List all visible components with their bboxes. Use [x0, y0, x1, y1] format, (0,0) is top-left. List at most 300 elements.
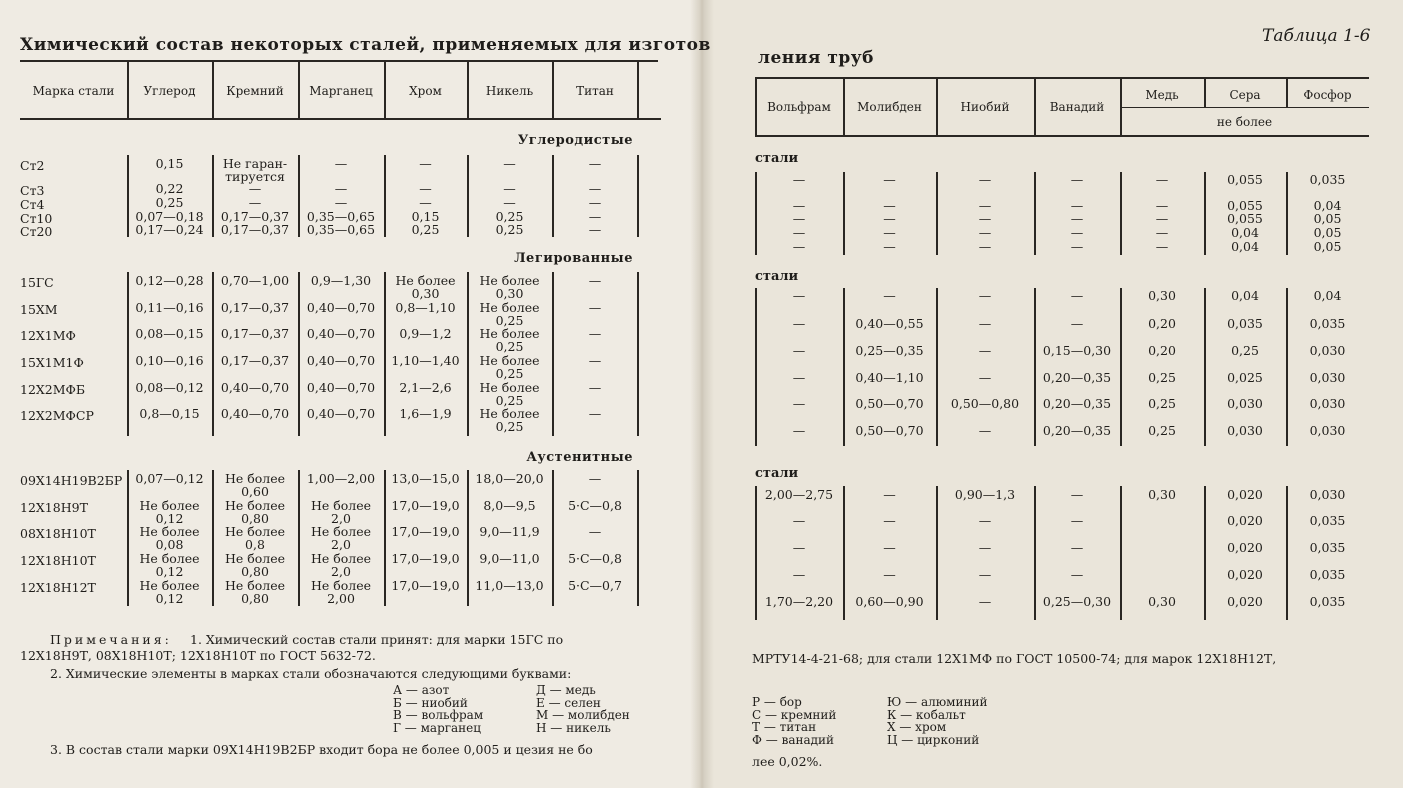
left-body-divider — [467, 470, 469, 606]
left-cell-mn: 0,35—0,65 — [306, 209, 376, 224]
right-cell-v: 0,20—0,35 — [1042, 396, 1112, 411]
right-cell-nb: — — [978, 225, 992, 240]
left-cell-ti: — — [588, 209, 602, 224]
legend-entry: Б — ниобий — [393, 695, 468, 710]
left-cell-ti: — — [588, 300, 602, 315]
left-steel-grade: 12Х18Н12Т — [20, 580, 96, 595]
right-cell-v: 0,20—0,35 — [1042, 423, 1112, 438]
right-cell-w: — — [792, 540, 806, 555]
right-cell-v: 0,20—0,35 — [1042, 370, 1112, 385]
legend-entry: Ю — алюминий — [887, 695, 988, 709]
right-cell-s: 0,055 — [1227, 172, 1263, 187]
right-cell-nb: — — [978, 567, 992, 582]
left-body-divider — [298, 155, 300, 237]
left-steel-grade: Ст10 — [20, 211, 53, 226]
left-cell-ni: Не более 0,25 — [479, 380, 540, 408]
left-cell-c: 0,10—0,16 — [135, 353, 204, 368]
right-subheader: не более — [1216, 115, 1273, 129]
right-cell-w: — — [792, 225, 806, 240]
right-cell-cu: 0,25 — [1148, 396, 1176, 411]
right-cell-w: — — [792, 567, 806, 582]
right-note-3: лее 0,02%. — [752, 754, 823, 769]
left-section-label: Аустенитные — [526, 450, 633, 465]
left-cell-cr: 17,0—19,0 — [391, 578, 460, 593]
right-header-divider — [1204, 79, 1206, 107]
right-cell-v: — — [1070, 487, 1084, 502]
right-cell-cu: 0,20 — [1148, 343, 1176, 358]
left-cell-ti: — — [588, 353, 602, 368]
left-steel-grade: 12Х2МФБ — [20, 382, 86, 397]
right-cell-mo: — — [883, 487, 896, 502]
left-cell-cr: 0,15 — [411, 209, 440, 224]
right-cell-w: — — [792, 370, 806, 385]
left-header-divider — [637, 62, 639, 118]
right-body-divider — [1204, 486, 1206, 620]
book-gutter — [690, 0, 714, 788]
left-body-divider — [637, 470, 639, 606]
left-cell-mn: Не более 2,0 — [310, 551, 372, 579]
left-cell-mn: — — [334, 181, 348, 196]
right-header-2: Ниобий — [960, 100, 1010, 114]
left-steel-grade: 09Х14Н19В2БР — [20, 473, 123, 488]
left-steel-grade: Ст3 — [20, 183, 45, 198]
left-steel-grade: 15ХМ — [20, 302, 58, 317]
right-cell-p: 0,030 — [1309, 343, 1346, 358]
left-cell-cr: 0,25 — [411, 222, 440, 237]
left-header-5: Никель — [485, 84, 534, 98]
left-cell-cr: — — [419, 156, 432, 171]
left-cell-si: Не более 0,60 — [224, 471, 286, 499]
right-cell-mo: 0,40—0,55 — [855, 316, 924, 331]
left-steel-grade: 12Х1МФ — [20, 328, 76, 343]
left-cell-mn: 0,9—1,30 — [310, 273, 372, 288]
left-cell-cr: 1,10—1,40 — [391, 353, 460, 368]
right-cell-mo: — — [883, 198, 896, 213]
left-header-divider — [552, 62, 554, 118]
right-cell-cu: — — [1155, 239, 1169, 254]
left-body-divider — [212, 470, 214, 606]
right-cell-nb: — — [978, 288, 992, 303]
left-cell-c: 0,12—0,28 — [135, 273, 204, 288]
left-cell-ti: — — [588, 222, 602, 237]
right-cell-p: 0,035 — [1309, 513, 1346, 528]
legend-entry: Х — хром — [887, 720, 947, 735]
right-body-divider — [1204, 172, 1206, 255]
right-body-divider — [1120, 172, 1122, 255]
right-cell-p: 0,030 — [1309, 487, 1346, 502]
left-cell-c: Не более 0,12 — [139, 498, 200, 526]
note-1a: 1. Химический состав стали принят: для марки 15ГС по — [190, 632, 564, 647]
right-cell-s: 0,020 — [1227, 487, 1263, 502]
legend-entry: С — кремний — [752, 707, 837, 722]
left-cell-c: 0,07—0,18 — [135, 209, 204, 224]
right-cell-cu: — — [1155, 211, 1169, 226]
left-cell-si: Не более 0,80 — [224, 498, 286, 526]
left-steel-grade: Ст20 — [20, 224, 53, 239]
right-cell-w: — — [792, 211, 806, 226]
right-cell-nb: — — [978, 316, 992, 331]
left-cell-ni: Не более 0,25 — [479, 300, 540, 328]
left-cell-ni: — — [503, 156, 516, 171]
left-cell-mn: 0,35—0,65 — [306, 222, 376, 237]
right-cell-s: 0,055 — [1227, 198, 1263, 213]
right-cell-mo: 0,50—0,70 — [855, 396, 924, 411]
left-cell-c: 0,25 — [155, 195, 184, 210]
left-cell-ni: 9,0—11,0 — [479, 551, 540, 566]
right-cell-p: 0,030 — [1309, 370, 1346, 385]
left-header-2: Кремний — [226, 84, 284, 98]
left-cell-c: Не более 0,08 — [139, 524, 200, 552]
left-cell-si: 0,70—1,00 — [220, 273, 290, 288]
left-cell-mn: 1,00—2,00 — [306, 471, 376, 486]
right-body-divider — [1120, 486, 1122, 620]
right-header-divider — [936, 79, 938, 135]
left-cell-c: 0,15 — [155, 156, 184, 171]
left-cell-si: 0,17—0,37 — [220, 300, 290, 315]
right-body-divider — [843, 486, 845, 620]
right-cell-v: — — [1070, 225, 1084, 240]
right-header-6: Фосфор — [1303, 88, 1352, 102]
right-cell-mo: 0,25—0,35 — [855, 343, 924, 358]
right-cell-s: 0,04 — [1231, 288, 1259, 303]
right-cell-p: 0,035 — [1309, 172, 1346, 187]
left-title: Химический состав некоторых сталей, применяемых для изготов — [20, 35, 711, 55]
left-cell-si: Не более 0,80 — [224, 578, 286, 606]
right-cell-s: 0,020 — [1227, 594, 1263, 609]
right-cell-p: 0,035 — [1309, 316, 1346, 331]
left-body-divider — [384, 155, 386, 237]
left-body-divider — [384, 272, 386, 436]
right-cell-cu: 0,30 — [1148, 487, 1176, 502]
right-section-label: стали — [755, 466, 799, 481]
right-body-divider — [1286, 172, 1288, 255]
right-cell-nb: — — [978, 343, 992, 358]
left-steel-grade: Ст4 — [20, 197, 45, 212]
right-cell-p: 0,05 — [1313, 225, 1342, 240]
left-cell-c: Не более 0,12 — [139, 578, 200, 606]
table-label: Таблица 1-6 — [1262, 26, 1371, 46]
left-header-divider — [298, 62, 300, 118]
left-body-divider — [298, 470, 300, 606]
right-cell-w: — — [792, 288, 806, 303]
left-cell-si: 0,17—0,37 — [220, 209, 290, 224]
right-title-continuation: ления труб — [758, 48, 874, 68]
left-cell-c: Не более 0,12 — [139, 551, 200, 579]
left-cell-si: Не гаран- тируется — [222, 156, 288, 184]
legend-entry: Д — медь — [536, 683, 596, 697]
left-body-divider — [467, 155, 469, 237]
right-body-divider — [1034, 288, 1036, 446]
right-cell-v: — — [1070, 567, 1084, 582]
right-cell-mo: — — [883, 172, 896, 187]
left-cell-ni: Не более 0,25 — [479, 326, 540, 354]
right-cell-s: 0,055 — [1227, 211, 1263, 226]
right-header-bottom-rule — [755, 135, 1369, 137]
right-cell-nb: — — [978, 211, 992, 226]
left-cell-mn: 0,40—0,70 — [306, 406, 376, 421]
right-cell-w: — — [792, 423, 806, 438]
right-cell-nb: — — [978, 594, 992, 609]
left-cell-si: — — [248, 181, 262, 196]
left-cell-ni: 8,0—9,5 — [483, 498, 536, 513]
left-cell-ti: — — [588, 326, 602, 341]
left-cell-ti: 5·С—0,8 — [568, 551, 622, 566]
left-body-divider — [212, 272, 214, 436]
left-cell-si: 0,17—0,37 — [220, 353, 290, 368]
right-header-1: Молибден — [857, 100, 922, 114]
legend-entry: А — азот — [393, 683, 450, 697]
right-cell-mo: — — [883, 567, 896, 582]
right-cell-p: 0,035 — [1309, 594, 1346, 609]
left-cell-cr: 13,0—15,0 — [391, 471, 460, 486]
left-cell-si: 0,17—0,37 — [220, 222, 290, 237]
left-cell-mn: Не более 2,0 — [310, 524, 372, 552]
right-section-label: стали — [755, 151, 799, 166]
right-cell-cu: — — [1155, 172, 1169, 187]
left-header-divider — [384, 62, 386, 118]
left-cell-mn: 0,40—0,70 — [306, 353, 376, 368]
right-note-1: МРТУ14-4-21-68; для стали 12Х1МФ по ГОСТ 10500-74; для марок 12Х18Н12Т, — [752, 651, 1277, 666]
left-body-divider — [467, 272, 469, 436]
left-cell-cr: 17,0—19,0 — [391, 551, 460, 566]
left-cell-cr: — — [419, 195, 432, 210]
left-body-divider — [212, 155, 214, 237]
legend-entry: Ф — ванадий — [752, 732, 835, 747]
legend-entry: М — молибден — [536, 708, 630, 723]
left-cell-si: Не более 0,8 — [224, 524, 286, 552]
left-cell-c: 0,07—0,12 — [135, 471, 204, 486]
left-cell-ti: — — [588, 524, 602, 539]
right-cell-w: — — [792, 396, 806, 411]
left-cell-ti: — — [588, 181, 602, 196]
left-cell-ni: 11,0—13,0 — [475, 578, 544, 593]
right-cell-cu: 0,30 — [1148, 288, 1176, 303]
right-cell-v: — — [1070, 172, 1084, 187]
right-cell-p: 0,030 — [1309, 423, 1346, 438]
legend-entry: В — вольфрам — [393, 708, 484, 723]
right-legend-col-a — [752, 696, 836, 746]
right-body-divider — [1204, 288, 1206, 446]
left-header-divider — [212, 62, 214, 118]
left-cell-mn: 0,40—0,70 — [306, 380, 376, 395]
right-cell-p: 0,05 — [1313, 239, 1342, 254]
right-cell-cu: 0,30 — [1148, 594, 1176, 609]
legend-entry: Е — селен — [536, 695, 601, 710]
right-cell-p: 0,04 — [1313, 198, 1342, 213]
right-cell-s: 0,04 — [1231, 239, 1259, 254]
left-cell-mn: — — [334, 156, 348, 171]
legend-entry: К — кобальт — [887, 707, 966, 722]
right-body-divider — [1034, 486, 1036, 620]
left-cell-cr: 0,8—1,10 — [395, 300, 456, 315]
right-cell-nb: 0,90—1,3 — [954, 487, 1016, 502]
left-cell-ni: — — [503, 195, 516, 210]
right-cell-s: 0,04 — [1231, 225, 1259, 240]
left-cell-cr: 0,9—1,2 — [399, 326, 452, 341]
right-cell-mo: 0,50—0,70 — [855, 423, 924, 438]
note-1b: 12Х18Н9Т, 08Х18Н10Т; 12Х18Н10Т по ГОСТ 5632-72. — [20, 648, 376, 663]
note-heading: Примечания: — [50, 632, 172, 647]
right-body-divider — [843, 288, 845, 446]
right-cell-nb: — — [978, 239, 992, 254]
right-header-3: Ванадий — [1049, 100, 1105, 114]
right-legend-col-b — [887, 696, 988, 746]
left-cell-mn: 0,40—0,70 — [306, 326, 376, 341]
right-cell-cu: 0,25 — [1148, 423, 1176, 438]
left-cell-mn: — — [334, 195, 348, 210]
right-header-5: Сера — [1229, 88, 1261, 102]
right-cell-w: — — [792, 316, 806, 331]
left-cell-ni: Не более 0,30 — [479, 273, 540, 301]
right-header-divider — [1286, 79, 1288, 107]
left-cell-c: 0,22 — [155, 181, 184, 196]
left-body-divider — [552, 155, 554, 237]
right-body-divider — [1034, 172, 1036, 255]
right-cell-p: 0,05 — [1313, 211, 1342, 226]
right-header-4: Медь — [1145, 88, 1179, 102]
left-header-bottom-rule — [20, 118, 661, 120]
right-body-divider — [1286, 288, 1288, 446]
left-cell-ti: — — [588, 380, 602, 395]
left-steel-grade: Ст2 — [20, 158, 45, 173]
left-cell-ti: — — [588, 273, 602, 288]
left-header-divider — [467, 62, 469, 118]
right-section-label: стали — [755, 269, 799, 284]
right-header-divider — [755, 79, 757, 135]
left-body-divider — [127, 470, 129, 606]
left-cell-cr: Не более 0,30 — [395, 273, 456, 301]
right-cell-cu: — — [1155, 198, 1169, 213]
legend-col-a — [393, 684, 483, 734]
legend-col-b — [536, 684, 630, 734]
right-cell-v: — — [1070, 288, 1084, 303]
right-cell-s: 0,030 — [1227, 423, 1263, 438]
right-cell-nb: — — [978, 198, 992, 213]
right-header-divider — [1120, 79, 1122, 135]
left-cell-si: Не более 0,80 — [224, 551, 286, 579]
right-cell-nb: — — [978, 172, 992, 187]
right-body-divider — [755, 486, 757, 620]
right-body-divider — [1120, 288, 1122, 446]
left-cell-ti: 5·С—0,7 — [568, 578, 622, 593]
left-steel-grade: 15ГС — [20, 275, 54, 290]
left-header-divider — [127, 62, 129, 118]
right-cell-s: 0,035 — [1227, 316, 1263, 331]
left-header-1: Углерод — [143, 84, 196, 98]
right-body-divider — [843, 172, 845, 255]
left-cell-si: 0,17—0,37 — [220, 326, 290, 341]
right-subheader-rule — [1120, 107, 1369, 108]
left-body-divider — [552, 470, 554, 606]
right-cell-nb: — — [978, 423, 992, 438]
left-cell-ni: 0,25 — [495, 209, 524, 224]
left-steel-grade: 12Х2МФСР — [20, 408, 94, 423]
left-cell-mn: Не более 2,0 — [310, 498, 372, 526]
left-cell-ni: 9,0—11,9 — [479, 524, 540, 539]
right-cell-v: — — [1070, 540, 1084, 555]
right-body-divider — [1286, 486, 1288, 620]
right-cell-p: 0,035 — [1309, 540, 1346, 555]
right-cell-mo: — — [883, 211, 896, 226]
right-cell-p: 0,04 — [1313, 288, 1342, 303]
left-body-divider — [298, 272, 300, 436]
left-cell-si: 0,40—0,70 — [220, 406, 290, 421]
left-cell-cr: 2,1—2,6 — [399, 380, 452, 395]
right-cell-mo: — — [883, 540, 896, 555]
right-cell-w: — — [792, 513, 806, 528]
legend-entry: Р — бор — [752, 695, 802, 709]
left-section-label: Углеродистые — [517, 133, 633, 148]
right-body-divider — [755, 288, 757, 446]
right-cell-s: 0,25 — [1231, 343, 1259, 358]
right-cell-nb: 0,50—0,80 — [950, 396, 1020, 411]
left-cell-ti: — — [588, 195, 602, 210]
legend-entry: Т — титан — [752, 720, 817, 735]
left-header-6: Титан — [576, 84, 614, 98]
right-cell-v: — — [1070, 198, 1084, 213]
left-cell-ti: — — [588, 471, 602, 486]
right-cell-w: 2,00—2,75 — [764, 487, 834, 502]
left-cell-mn: 0,40—0,70 — [306, 300, 376, 315]
left-header-top-rule — [20, 60, 658, 62]
right-cell-mo: 0,60—0,90 — [855, 594, 924, 609]
right-body-divider — [936, 288, 938, 446]
left-body-divider — [384, 470, 386, 606]
right-cell-s: 0,020 — [1227, 567, 1263, 582]
right-cell-s: 0,020 — [1227, 540, 1263, 555]
left-cell-ni: — — [503, 181, 516, 196]
right-cell-w: — — [792, 239, 806, 254]
left-cell-cr: 1,6—1,9 — [399, 406, 452, 421]
left-body-divider — [552, 272, 554, 436]
left-body-divider — [637, 272, 639, 436]
right-cell-mo: — — [883, 288, 896, 303]
right-header-0: Вольфрам — [767, 100, 831, 114]
right-cell-s: 0,030 — [1227, 396, 1263, 411]
left-cell-cr: 17,0—19,0 — [391, 498, 460, 513]
left-cell-ti: — — [588, 406, 602, 421]
right-cell-p: 0,035 — [1309, 567, 1346, 582]
right-body-divider — [936, 486, 938, 620]
legend-entry: Ц — цирконий — [887, 732, 980, 747]
right-cell-nb: — — [978, 370, 992, 385]
left-cell-ni: Не более 0,25 — [479, 406, 540, 434]
right-cell-w: — — [792, 343, 806, 358]
left-steel-grade: 12Х18Н9Т — [20, 500, 88, 515]
right-cell-mo: — — [883, 513, 896, 528]
right-cell-w: 1,70—2,20 — [764, 594, 834, 609]
left-cell-si: — — [248, 195, 262, 210]
right-cell-p: 0,030 — [1309, 396, 1346, 411]
left-cell-ti: 5·С—0,8 — [568, 498, 622, 513]
left-header-0: Марка стали — [32, 84, 115, 98]
left-cell-c: 0,8—0,15 — [139, 406, 200, 421]
right-header-divider — [843, 79, 845, 135]
right-cell-v: — — [1070, 239, 1084, 254]
right-header-divider — [1034, 79, 1036, 135]
right-cell-cu: 0,25 — [1148, 370, 1176, 385]
right-cell-v: — — [1070, 513, 1084, 528]
left-cell-c: 0,11—0,16 — [135, 300, 204, 315]
left-header-3: Марганец — [309, 84, 373, 98]
left-cell-c: 0,08—0,12 — [135, 380, 204, 395]
left-section-label: Легированные — [514, 251, 633, 266]
left-cell-ti: — — [588, 156, 602, 171]
legend-entry: Н — никель — [536, 720, 611, 735]
left-cell-c: 0,08—0,15 — [135, 326, 204, 341]
right-cell-s: 0,020 — [1227, 513, 1263, 528]
left-steel-grade: 15Х1М1Ф — [20, 355, 84, 370]
